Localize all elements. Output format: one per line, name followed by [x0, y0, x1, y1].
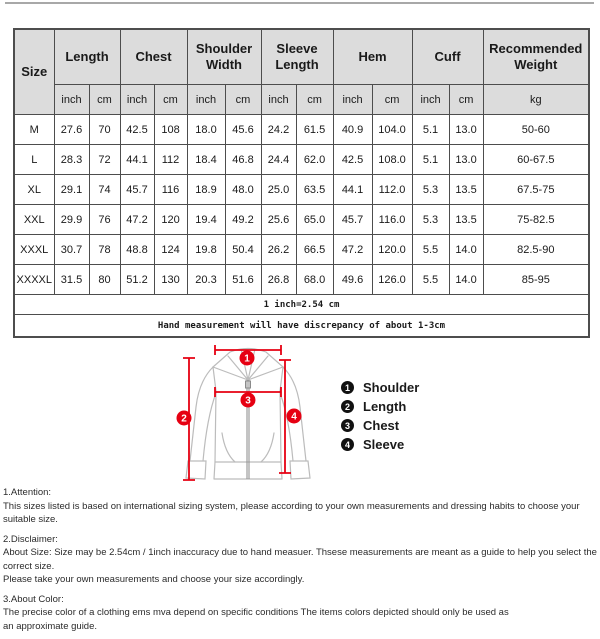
- cell: 13.5: [449, 205, 483, 235]
- jacket-measurement-diagram: [100, 335, 500, 495]
- cell: 5.5: [412, 235, 449, 265]
- measurement-legend: [341, 381, 419, 451]
- weight-cell: 82.5-90: [483, 235, 589, 265]
- table-row-l: [14, 145, 589, 175]
- weight-cell: 85-95: [483, 265, 589, 295]
- circled-number-icon: 3: [341, 419, 354, 432]
- cell: 61.5: [296, 115, 333, 145]
- about-color-section: [3, 593, 598, 634]
- cell: 108.0: [372, 145, 412, 175]
- cell: 27.6: [54, 115, 89, 145]
- legend-item-chest: [341, 419, 419, 432]
- unit-header-cm: cm: [154, 85, 187, 115]
- attention-section: [3, 486, 598, 527]
- unit-header-cm: cm: [449, 85, 483, 115]
- cell: 65.0: [296, 205, 333, 235]
- cell: 31.5: [54, 265, 89, 295]
- cell: 48.8: [120, 235, 154, 265]
- cell: 14.0: [449, 235, 483, 265]
- size-label: M: [14, 115, 54, 145]
- cell: 72: [89, 145, 120, 175]
- marker-3-number: 3: [245, 395, 251, 407]
- cell: 130: [154, 265, 187, 295]
- cell: 104.0: [372, 115, 412, 145]
- legend-item-sleeve: [341, 438, 419, 451]
- cell: 26.2: [261, 235, 296, 265]
- cell: 45.7: [120, 175, 154, 205]
- cell: 68.0: [296, 265, 333, 295]
- cell: 13.0: [449, 115, 483, 145]
- unit-header-cm: cm: [225, 85, 261, 115]
- cell: 18.0: [187, 115, 225, 145]
- cell: 19.4: [187, 205, 225, 235]
- size-label: XL: [14, 175, 54, 205]
- cell: 62.0: [296, 145, 333, 175]
- cell: 47.2: [333, 235, 372, 265]
- weight-cell: 67.5-75: [483, 175, 589, 205]
- cell: 49.2: [225, 205, 261, 235]
- cell: 126.0: [372, 265, 412, 295]
- cell: 5.5: [412, 265, 449, 295]
- disclaimer-body-2: Please take your own measurements and choose your size accordingly.: [3, 574, 305, 585]
- legend-item-shoulder: [341, 381, 419, 394]
- size-label: L: [14, 145, 54, 175]
- unit-header-inch: inch: [333, 85, 372, 115]
- cell: 18.9: [187, 175, 225, 205]
- unit-header-inch: inch: [187, 85, 225, 115]
- cell: 50.4: [225, 235, 261, 265]
- measurement-lines: [183, 345, 291, 480]
- legend-label: Shoulder: [363, 380, 420, 395]
- footnotes: [3, 486, 598, 639]
- cell: 63.5: [296, 175, 333, 205]
- disclaimer-title: 2.Disclaimer:: [3, 533, 58, 545]
- cell: 116: [154, 175, 187, 205]
- table-row-xxl: [14, 205, 589, 235]
- cell: 30.7: [54, 235, 89, 265]
- col-header-shoulder-width: Shoulder Width: [187, 29, 261, 85]
- weight-cell: 75-82.5: [483, 205, 589, 235]
- disclaimer-body-1: About Size: Size may be 2.54cm / 1inch inaccuracy due to hand measuer. Thsese measurements are meant as a guide to help you select the correct size.: [3, 547, 597, 572]
- cell: 74: [89, 175, 120, 205]
- marker-2-number: 2: [181, 413, 187, 425]
- cell: 112: [154, 145, 187, 175]
- col-header-sleeve-length: Sleeve Length: [261, 29, 333, 85]
- cell: 29.1: [54, 175, 89, 205]
- col-header-chest: Chest: [120, 29, 187, 85]
- cell: 24.4: [261, 145, 296, 175]
- attention-body: This sizes listed is based on international sizing system, please according to your own measurements and dressing habits to choose your suitable size.: [3, 500, 580, 525]
- weight-cell: 50-60: [483, 115, 589, 145]
- cell: 46.8: [225, 145, 261, 175]
- size-label: XXXXL: [14, 265, 54, 295]
- legend-label: Length: [363, 399, 407, 414]
- cell: 49.6: [333, 265, 372, 295]
- cell: 120.0: [372, 235, 412, 265]
- size-label: XXXL: [14, 235, 54, 265]
- cell: 28.3: [54, 145, 89, 175]
- unit-header-cm: cm: [372, 85, 412, 115]
- cell: 80: [89, 265, 120, 295]
- legend-item-length: [341, 400, 419, 413]
- table-row-xxxl: [14, 235, 589, 265]
- col-header-length: Length: [54, 29, 120, 85]
- legend-label: Sleeve: [363, 437, 405, 452]
- table-row-xl: [14, 175, 589, 205]
- cell: 78: [89, 235, 120, 265]
- cell: 25.6: [261, 205, 296, 235]
- circled-number-icon: 2: [341, 400, 354, 413]
- cell: 120: [154, 205, 187, 235]
- marker-1-number: 1: [244, 353, 250, 365]
- cell: 70: [89, 115, 120, 145]
- cell: 76: [89, 205, 120, 235]
- col-header-hem: Hem: [333, 29, 412, 85]
- attention-title: 1.Attention:: [3, 487, 52, 498]
- jacket-drawing: [100, 335, 500, 495]
- unit-header-inch: inch: [261, 85, 296, 115]
- cell: 112.0: [372, 175, 412, 205]
- conversion-note: 1 inch=2.54 cm: [14, 295, 589, 315]
- cell: 5.3: [412, 205, 449, 235]
- cell: 40.9: [333, 115, 372, 145]
- about-color-title: 3.About Color:: [3, 593, 64, 605]
- disclaimer-section: [3, 533, 598, 587]
- col-header-recommended-weight: Recommended Weight: [483, 29, 589, 85]
- cell: 13.0: [449, 145, 483, 175]
- cell: 14.0: [449, 265, 483, 295]
- col-header-size: Size: [14, 29, 54, 115]
- cell: 116.0: [372, 205, 412, 235]
- cell: 44.1: [333, 175, 372, 205]
- cropped-table-edge: [5, 2, 594, 4]
- table-row-m: [14, 115, 589, 145]
- cell: 20.3: [187, 265, 225, 295]
- cell: 5.1: [412, 145, 449, 175]
- cell: 124: [154, 235, 187, 265]
- size-label: XXL: [14, 205, 54, 235]
- cell: 42.5: [333, 145, 372, 175]
- col-header-cuff: Cuff: [412, 29, 483, 85]
- marker-4-number: 4: [291, 411, 297, 423]
- cell: 29.9: [54, 205, 89, 235]
- unit-header-cm: cm: [89, 85, 120, 115]
- cell: 13.5: [449, 175, 483, 205]
- cell: 45.6: [225, 115, 261, 145]
- about-color-body-1: The precise color of a clothing ems mva depend on specific conditions The items colors depicted should only be used as: [3, 607, 509, 618]
- cell: 45.7: [333, 205, 372, 235]
- cell: 44.1: [120, 145, 154, 175]
- unit-header-cm: cm: [296, 85, 333, 115]
- about-color-body-2: an approximate guide.: [3, 620, 98, 632]
- cell: 5.3: [412, 175, 449, 205]
- cell: 24.2: [261, 115, 296, 145]
- measurement-discrepancy-note: Hand measurement will have discrepancy of about 1-3cm: [14, 315, 589, 338]
- cell: 51.6: [225, 265, 261, 295]
- circled-number-icon: 1: [341, 381, 354, 394]
- weight-cell: 60-67.5: [483, 145, 589, 175]
- cell: 48.0: [225, 175, 261, 205]
- legend-label: Chest: [363, 418, 400, 433]
- cell: 51.2: [120, 265, 154, 295]
- cell: 108: [154, 115, 187, 145]
- unit-header-inch: inch: [412, 85, 449, 115]
- cell: 66.5: [296, 235, 333, 265]
- unit-header-inch: inch: [54, 85, 89, 115]
- circled-number-icon: 4: [341, 438, 354, 451]
- cell: 5.1: [412, 115, 449, 145]
- unit-header-inch: inch: [120, 85, 154, 115]
- unit-header-kg: kg: [483, 85, 589, 115]
- cell: 25.0: [261, 175, 296, 205]
- cell: 42.5: [120, 115, 154, 145]
- size-chart-table: [13, 28, 590, 338]
- cell: 47.2: [120, 205, 154, 235]
- cell: 26.8: [261, 265, 296, 295]
- table-row-xxxxl: [14, 265, 589, 295]
- cell: 18.4: [187, 145, 225, 175]
- cell: 19.8: [187, 235, 225, 265]
